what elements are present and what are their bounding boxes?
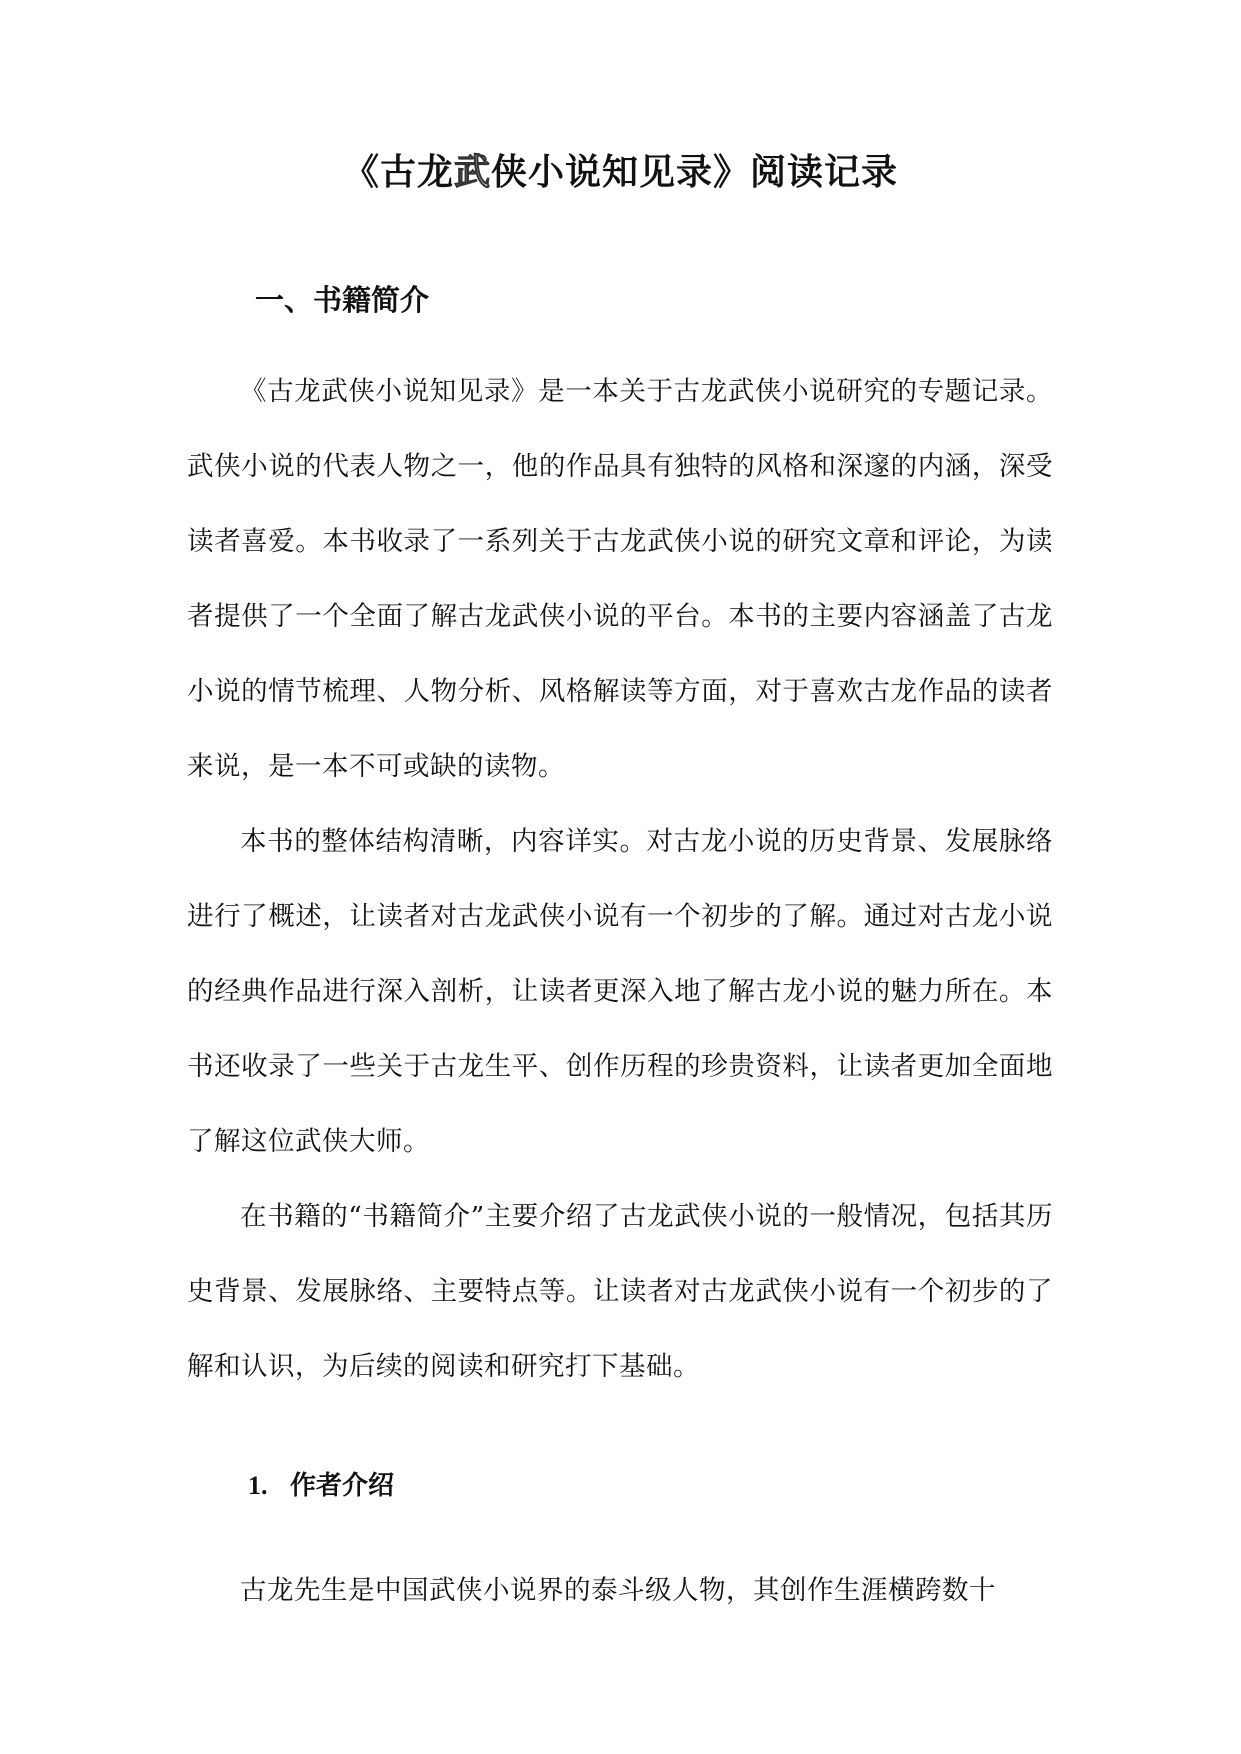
subsection-number: 1. — [248, 1471, 268, 1500]
paragraph-intro-3: 在书籍的“书籍简介”主要介绍了古龙武侠小说的一般情况，包括其历史背景、发展脉络、主要特点等。让读者对古龙武侠小说有一个初步的了解和认识，为后续的阅读和研究打下基础。 — [187, 1201, 1053, 1382]
paragraph-author: 古龙先生是中国武侠小说界的泰斗级人物，其创作生涯横跨数十 — [240, 1575, 996, 1606]
title-outlined-char: 武 — [453, 152, 491, 193]
subsection-heading-author — [248, 1466, 394, 1506]
title-text-part1: 《古龙 — [342, 152, 454, 193]
document-title — [0, 148, 1241, 198]
title-text-part2: 侠小说知见录》阅读记录 — [491, 152, 899, 193]
section-heading-book-intro: 一、书籍简介 — [255, 283, 430, 317]
paragraph-intro-1: 《古龙武侠小说知见录》是一本关于古龙武侠小说研究的专题记录。武侠小说的代表人物之一，他的作品具有独特的风格和深邃的内涵，深受读者喜爱。本书收录了一系列关于古龙武侠小说的研究文章和评论，为读者提供了一个全面了解古龙武侠小说的平台。本书的主要内容涵盖了古龙小说的情节梳理、人物分析、风格解读等方面，对于喜欢古龙作品的读者来说，是一本不可或缺的读物。 — [187, 376, 1053, 782]
paragraph-intro-2: 本书的整体结构清晰，内容详实。对古龙小说的历史背景、发展脉络进行了概述，让读者对古龙武侠小说有一个初步的了解。通过对古龙小说的经典作品进行深入剖析，让读者更深入地了解古龙小说的魅力所在。本书还收录了一些关于古龙生平、创作历程的珍贵资料，让读者更加全面地了解这位武侠大师。 — [187, 826, 1053, 1157]
subsection-title: 作者介绍 — [290, 1471, 395, 1501]
